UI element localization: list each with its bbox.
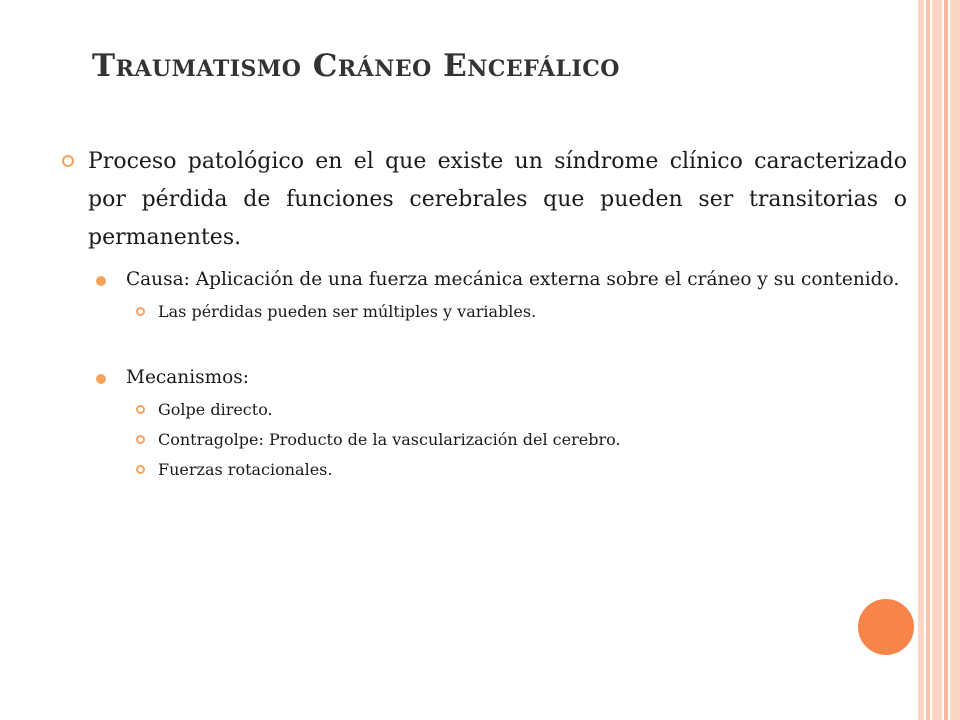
causa-bullet: Causa: Aplicación de una fuerza mecánica externa sobre el cráneo y su contenido.: [126, 265, 907, 295]
title-word-3: Encefálico: [443, 48, 620, 84]
mecanismo-item: Contragolpe: Producto de la vascularización del cerebro.: [158, 427, 907, 453]
slide-body: [62, 143, 907, 483]
ring-bullet-icon: [136, 435, 145, 444]
mecanismos-bullet: Mecanismos:: [126, 363, 907, 393]
mecanismo-item: Fuerzas rotacionales.: [158, 457, 907, 483]
decorative-circle: [856, 597, 916, 657]
title-word-1: Traumatismo: [92, 48, 302, 84]
title-word-2: Cráneo: [312, 48, 432, 84]
decorative-stripes: [918, 0, 960, 720]
ring-bullet-icon: [136, 405, 145, 414]
mecanismo-item: Golpe directo.: [158, 397, 907, 423]
dot-bullet-icon: [96, 374, 106, 384]
ring-bullet-icon: [136, 465, 145, 474]
causa-sub-item: Las pérdidas pueden ser múltiples y variables.: [158, 299, 907, 325]
ring-bullet-icon: [62, 155, 74, 167]
dot-bullet-icon: [96, 276, 106, 286]
ring-bullet-icon: [136, 307, 145, 316]
slide-title: [92, 48, 620, 84]
main-bullet: Proceso patológico en el que existe un síndrome clínico caracterizado por pérdida de funciones cerebrales que pueden ser transitorias o permanentes.: [62, 143, 907, 257]
